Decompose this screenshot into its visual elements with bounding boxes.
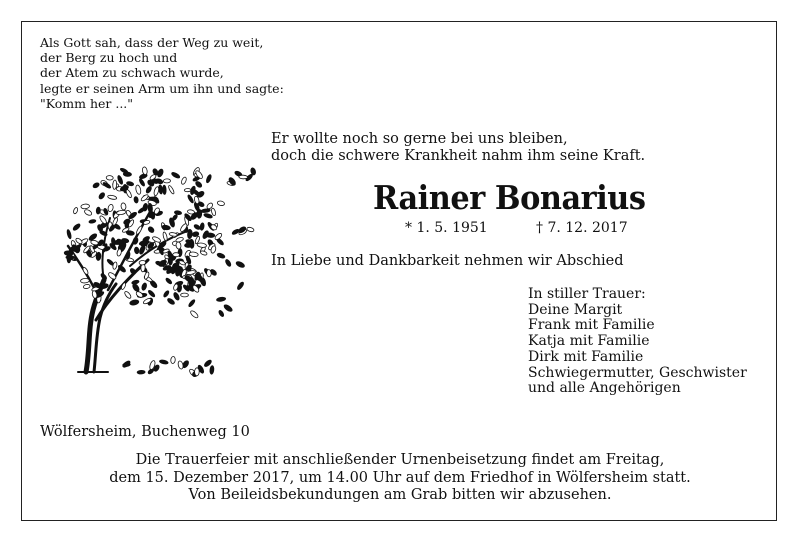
- poem-line: legte er seinen Arm um ihn und sagte:: [40, 80, 284, 96]
- mourners-heading: In stiller Trauer:: [528, 286, 646, 302]
- mourner-name: Katja mit Familie: [528, 333, 650, 350]
- poem-line: der Berg zu hoch und: [40, 50, 178, 66]
- wind-blown-tree-icon: [38, 150, 260, 380]
- quote-text: [271, 131, 645, 165]
- quote-line: doch die schwere Krankheit nahm ihm seine Kraft.: [271, 148, 646, 164]
- service-line: dem 15. Dezember 2017, um 14.00 Uhr auf dem Friedhof in Wölfersheim statt.: [109, 469, 691, 486]
- farewell-text: In Liebe und Dankbarkeit nehmen wir Abschied: [271, 253, 624, 269]
- quote-line: Er wollte noch so gerne bei uns bleiben,: [271, 131, 568, 147]
- mourners-list: [528, 287, 747, 397]
- funeral-service-notice: [100, 452, 700, 505]
- family-address: Wölfersheim, Buchenweg 10: [40, 424, 250, 440]
- mourner-name: Deine Margit: [528, 301, 623, 318]
- deceased-name: Rainer Bonarius: [373, 178, 646, 217]
- poem-line: Als Gott sah, dass der Weg zu weit,: [40, 35, 264, 50]
- mourner-name: und alle Angehörigen: [528, 380, 681, 397]
- poem-line: "Komm her ...": [40, 95, 134, 111]
- birth-date: * 1. 5. 1951: [405, 220, 488, 236]
- death-date: † 7. 12. 2017: [536, 220, 628, 236]
- service-line: Von Beileidsbekundungen am Grab bitten wir abzusehen.: [188, 487, 612, 503]
- service-line: Die Trauerfeier mit anschließender Urnenbeisetzung findet am Freitag,: [135, 452, 665, 468]
- mourner-name: Schwiegermutter, Geschwister: [528, 364, 747, 381]
- mourner-name: Frank mit Familie: [528, 317, 655, 334]
- mourner-name: Dirk mit Familie: [528, 348, 644, 365]
- poem-line: der Atem zu schwach wurde,: [40, 65, 224, 81]
- poem-verse: [40, 35, 284, 111]
